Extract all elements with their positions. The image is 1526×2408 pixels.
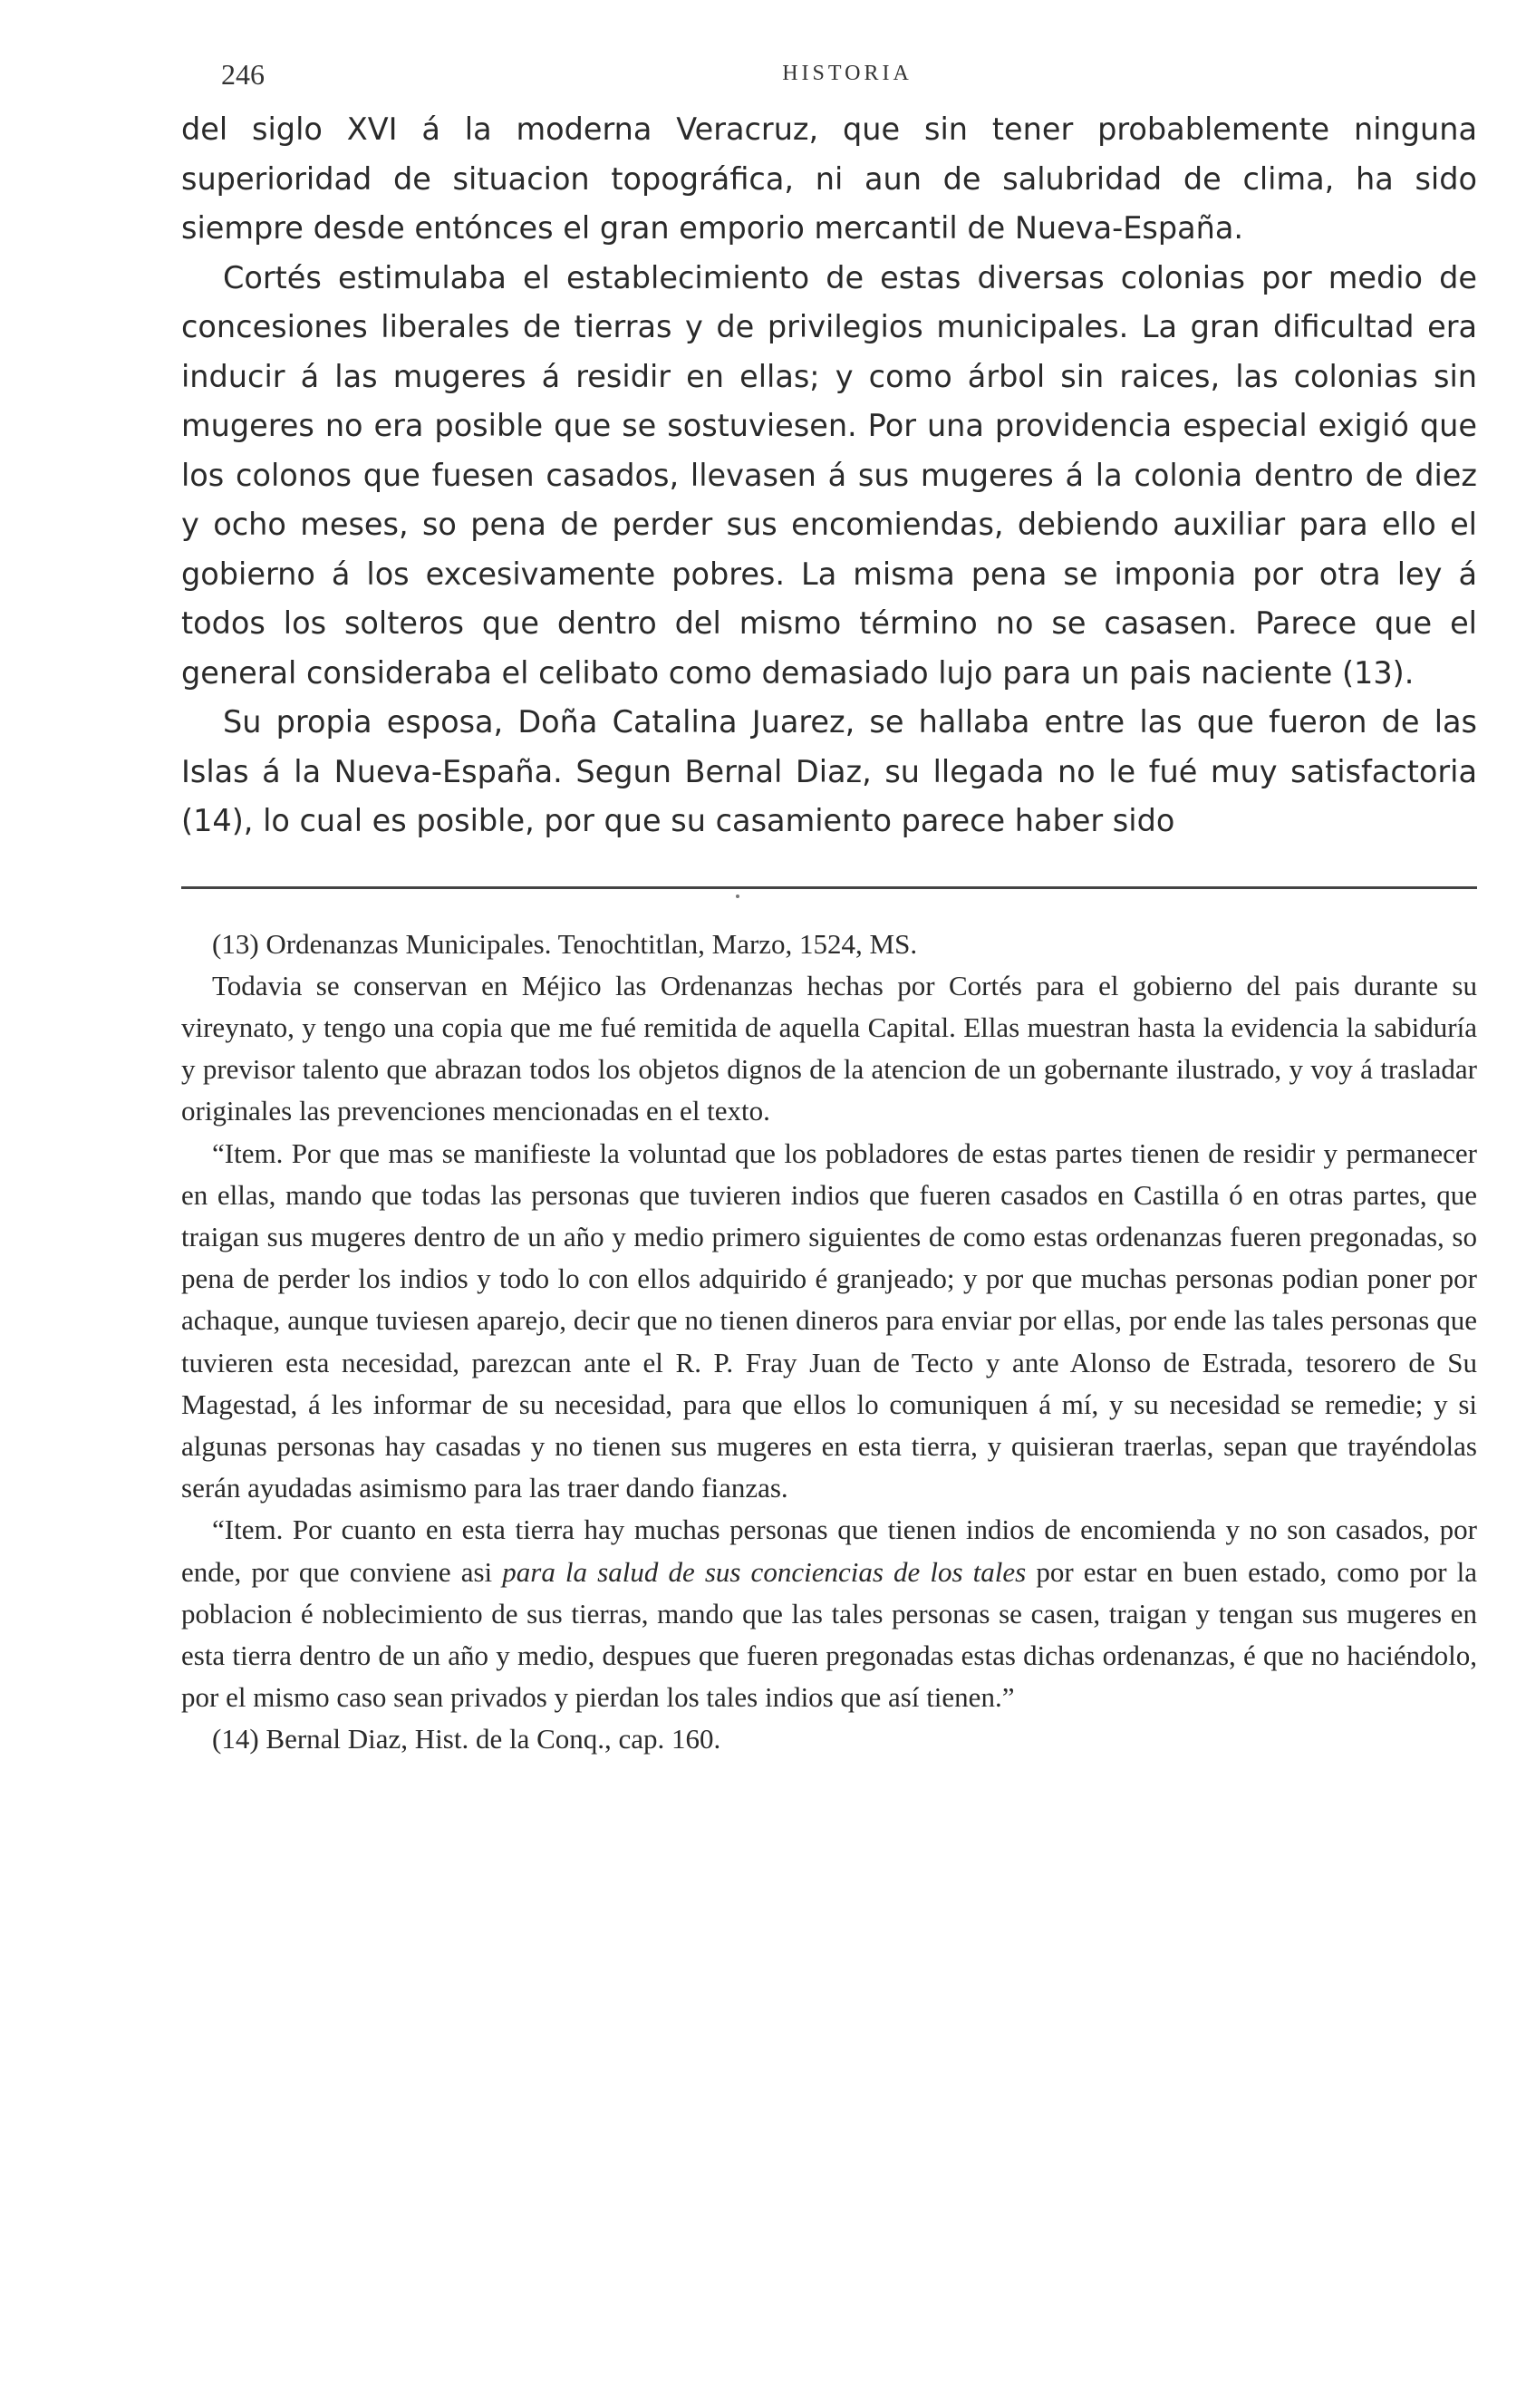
footnote-13-heading: (13) Ordenanzas Municipales. Tenochtitlan, Marzo, 1524, MS. [212,927,918,960]
footnotes [181,924,1477,1761]
footnote-13-quote-2 [181,1509,1477,1718]
paragraph: del siglo XVI á la moderna Veracruz, que sin tener probablemente ninguna superioridad de situacion topográfica, ni aun de salubridad de clima, ha sido siempre desde entónces el gran emporio mercantil de Nueva-España. [181,111,1477,246]
paragraph: Cortés estimulaba el establecimiento de estas diversas colonias por medio de concesiones liberales de tierras y de privilegios municipales. La gran dificultad era inducir á las mugeres á residir en ellas; y como árbol sin raices, las colonias sin mugeres no era posible que se sostuviesen. Por una providencia especial exigió que los colonos que fuesen casados, llevasen á sus mugeres á la colonia dentro de diez y ocho meses, so pena de perder sus encomiendas, debiendo auxiliar para ello el gobierno á los excesivamente pobres. La misma pena se imponia por otra ley á todos los solteros que dentro del mismo término no se casasen. Parece que el general consideraba el celibato como demasiado lujo para un pais naciente (13). [181,259,1477,691]
footnote-13-quote-1: “Item. Por que mas se manifieste la voluntad que los pobladores de estas partes tienen de residir y permanecer en ellas, mando que todas las personas que tuvieren indios que fueren casados en Castilla ó en otras partes, que traigan sus mugeres dentro de un año y medio primero siguientes de como estas ordenanzas fueren pregonadas, so pena de perder los indios y todo lo con ellos adquirido é granjeado; y por que muchas personas podian poner por achaque, aunque tuviesen aparejo, decir que no tienen dineros para enviar por ellas, por ende las tales personas que tuvieren esta necesidad, parezcan ante el R. P. Fray Juan de Tecto y ante Alonso de Estrada, tesorero de Su Magestad, á les informar de su necesidad, para que ellos lo comuniquen á mí, y su necesidad se remedie; y si algunas personas hay casadas y no tienen sus mugeres en esta tierra, y quisieran traerlas, sepan que trayéndolas serán ayudadas asimismo para las traer dando fianzas. [181,1136,1477,1504]
paragraph: Su propia esposa, Doña Catalina Juarez, se hallaba entre las que fueron de las Islas á la Nueva-España. Segun Bernal Diaz, su llegada no le fué muy satisfactoria (14), lo cual es posible, por que su casamiento parece haber sido [181,704,1477,838]
footnote-14: (14) Bernal Diaz, Hist. de la Conq., cap. 160. [212,1723,721,1755]
page-number: 246 [221,58,265,91]
running-title: HISTORIA [782,62,913,85]
quote-text: “Item. Por cuanto en esta tierra hay muchas personas que tienen indios de encomienda y no son casados, por ende, por que conviene asi [181,1513,1477,1588]
main-text [181,105,1477,846]
footnote-13-paragraph: Todavia se conservan en Méjico las Ordenanzas hechas por Cortés para el gobierno del pais durante su vireynato, y tengo una copia que me fué remitida de aquella Capital. Ellas muestran hasta la evidencia la sabiduría y previsor talento que abrazan todos los objetos dignos de la atencion de un gobernante ilustrado, y voy á trasladar originales las prevenciones mencionadas en el texto. [181,969,1477,1127]
book-page [181,54,1477,1761]
footnote-divider [181,886,1477,889]
divider-mark [736,895,739,898]
quote-text: por estar en buen estado, como por la poblacion é noblecimiento de sus tierras, mando que las tales personas se casen, traigan y tengan sus mugeres en esta tierra dentro de un año y medio, despues que fueren pregonadas estas dichas ordenanzas, é que no haciéndolo, por el mismo caso sean privados y pierdan los tales indios que así tienen.” [181,1555,1477,1714]
page-header [181,54,1477,105]
quote-italic-text: para la salud de sus conciencias de los tales [502,1555,1027,1588]
